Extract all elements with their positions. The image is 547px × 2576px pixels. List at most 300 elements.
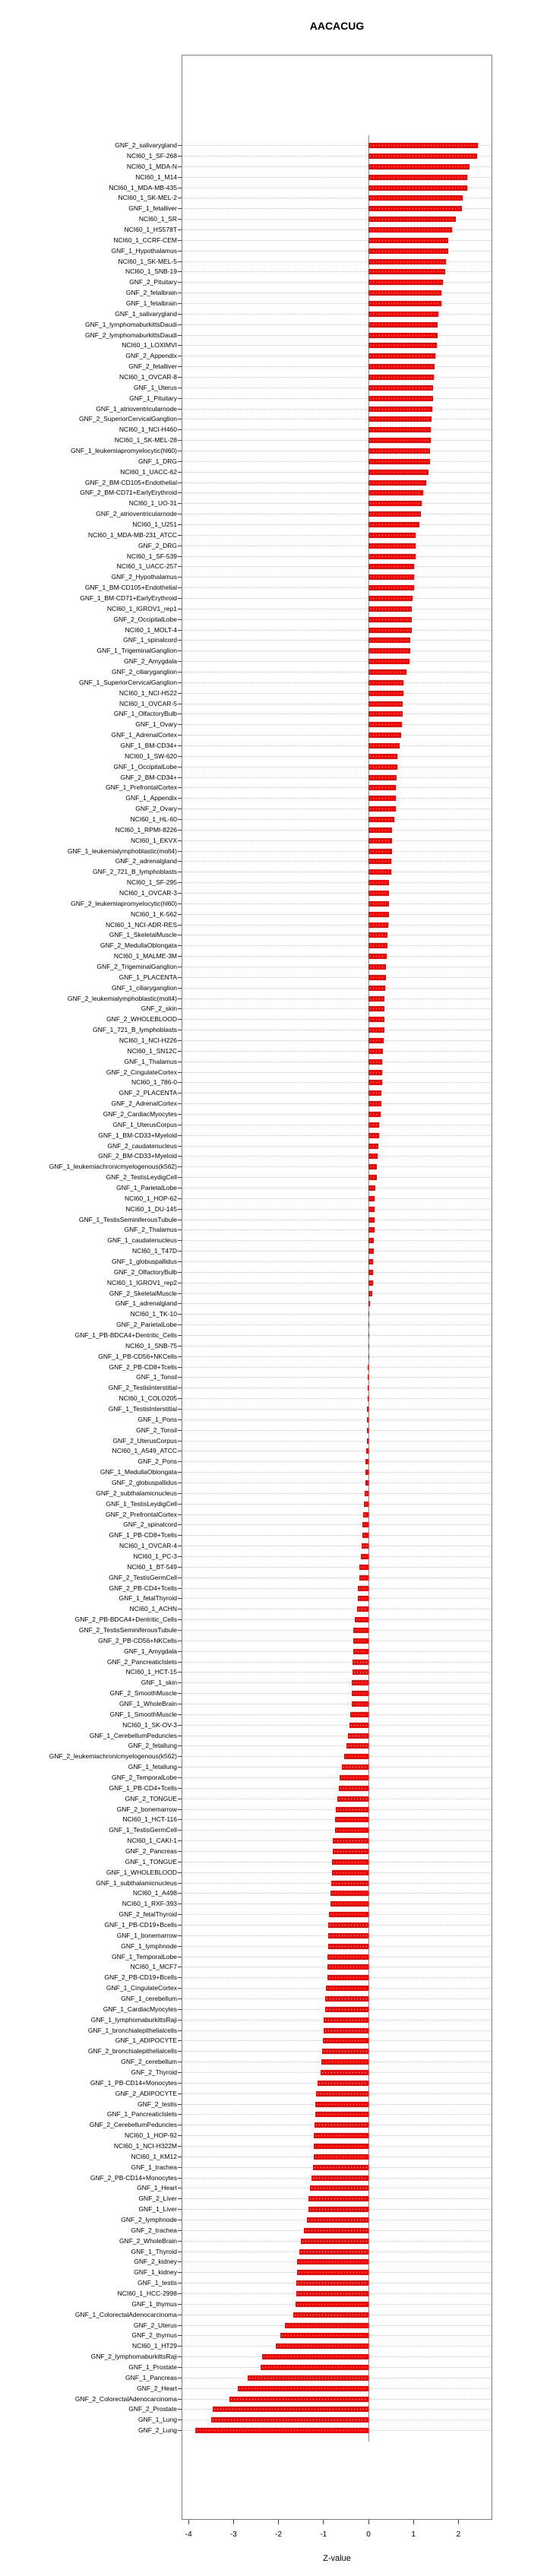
row-gridline xyxy=(182,1166,492,1167)
bar-texture-dots xyxy=(370,156,476,157)
y-axis-tick xyxy=(178,2325,182,2326)
row-label: NCI60_1_SNB-19 xyxy=(125,267,177,276)
row-label: NCI60_1_SW-620 xyxy=(125,752,177,760)
row-label: NCI60_1_UO-31 xyxy=(128,499,177,508)
bar xyxy=(318,2081,368,2086)
bar xyxy=(353,1660,368,1665)
row-label: GNF_1_SmoothMuscle xyxy=(109,1710,177,1718)
row-label: GNF_1_CardiacMyocytes xyxy=(103,2005,177,2013)
y-axis-tick xyxy=(178,1851,182,1852)
bar xyxy=(368,312,438,317)
bar-texture-dots xyxy=(354,1662,367,1663)
row-label: NCI60_1_KM12 xyxy=(131,2152,177,2160)
row-label: GNF_1_salivarygland xyxy=(115,309,177,318)
bar xyxy=(368,322,438,328)
bar-texture-dots xyxy=(370,1019,383,1020)
row-label: GNF_2_OccipitalLobe xyxy=(113,615,177,623)
bar xyxy=(314,2154,368,2160)
y-axis-tick xyxy=(178,1893,182,1894)
row-label: NCI60_1_NCI-H522 xyxy=(119,688,177,697)
bar-texture-dots xyxy=(313,2178,367,2179)
y-axis-tick xyxy=(178,830,182,831)
row-label: GNF_2_Appendix xyxy=(125,352,177,360)
row-gridline xyxy=(182,1672,492,1673)
bar xyxy=(368,628,412,633)
row-gridline xyxy=(182,819,492,820)
y-axis-tick xyxy=(178,2272,182,2273)
bar-texture-dots xyxy=(354,1672,367,1673)
y-axis-tick xyxy=(178,440,182,441)
y-axis-tick xyxy=(178,1335,182,1336)
y-axis-tick xyxy=(178,1377,182,1378)
bar xyxy=(368,954,387,959)
row-label: GNF_2_Liver xyxy=(138,2195,177,2203)
y-axis-tick xyxy=(178,2241,182,2242)
bar-texture-dots xyxy=(370,682,402,683)
bar xyxy=(362,1533,368,1538)
row-label: NCI60_1_NCI-H226 xyxy=(119,1036,177,1045)
row-label: GNF_2_DRG xyxy=(138,541,177,549)
row-label: GNF_1_TemporalLobe xyxy=(112,1952,177,1960)
row-label: GNF_1_spinalcord xyxy=(123,636,177,644)
bar xyxy=(368,943,387,948)
bar-texture-dots xyxy=(370,1114,379,1115)
bar-texture-dots xyxy=(333,1883,367,1884)
bar xyxy=(325,2007,368,2012)
row-label: GNF_1_CingulateCortex xyxy=(106,1984,177,1992)
row-label: NCI60_1_HOP-92 xyxy=(125,2131,177,2140)
row-label: GNF_1_TestisInterstitial xyxy=(108,1405,177,1413)
row-label: GNF_2_UterusCorpus xyxy=(112,1436,177,1445)
row-label: NCI60_1_SN12C xyxy=(127,1046,177,1055)
y-axis-tick xyxy=(178,1935,182,1936)
bar-texture-dots xyxy=(370,630,410,631)
y-axis-tick xyxy=(178,324,182,325)
bar-texture-dots xyxy=(370,314,437,315)
x-axis-tick xyxy=(413,2520,414,2524)
bar-texture-dots xyxy=(370,535,414,536)
row-label: GNF_1_Thyroid xyxy=(131,2247,177,2255)
bar xyxy=(368,1049,383,1054)
bar-texture-dots xyxy=(213,2419,367,2420)
bar xyxy=(307,2217,368,2223)
y-axis-tick xyxy=(178,503,182,504)
y-axis-tick xyxy=(178,2409,182,2410)
row-gridline xyxy=(182,650,492,651)
row-label: GNF_2_BM-CD33+Myeloid xyxy=(98,1152,177,1160)
bar-texture-dots xyxy=(299,2272,367,2273)
row-label: GNF_1_Thalamus xyxy=(124,1057,177,1065)
bar-texture-dots xyxy=(355,1651,367,1652)
bar xyxy=(238,2386,368,2391)
bar-texture-dots xyxy=(353,1682,367,1683)
bar xyxy=(368,617,412,622)
bar xyxy=(368,1248,374,1254)
bar-texture-dots xyxy=(370,956,385,957)
row-gridline xyxy=(182,472,492,473)
bar-texture-dots xyxy=(315,2146,367,2147)
row-label: GNF_1_TestisSeminiferousTubule xyxy=(78,1215,177,1223)
bar-texture-dots xyxy=(322,2072,367,2073)
bar xyxy=(358,1596,368,1601)
row-label: NCI60_1_A549_ATCC xyxy=(112,1447,177,1455)
row-gridline xyxy=(182,314,492,315)
bar xyxy=(353,1638,368,1644)
y-axis-tick xyxy=(178,240,182,241)
bar-texture-dots xyxy=(364,1535,367,1536)
bar xyxy=(333,1849,368,1854)
row-label: GNF_1_Uterus xyxy=(133,383,177,391)
bar-texture-dots xyxy=(370,366,433,367)
row-gridline xyxy=(182,282,492,283)
row-label: GNF_2_leukemiapromyelocytic(hl60) xyxy=(71,899,177,907)
row-gridline xyxy=(182,861,492,862)
bar-texture-dots xyxy=(361,1567,367,1568)
row-gridline xyxy=(182,640,492,641)
row-label: GNF_1_kidney xyxy=(134,2268,177,2277)
bar-texture-dots xyxy=(370,1293,371,1294)
y-axis-tick xyxy=(178,1725,182,1726)
bar xyxy=(368,554,416,559)
row-label: GNF_2_BM-CD71+EarlyErythroid xyxy=(80,489,177,497)
y-axis-tick xyxy=(178,1598,182,1599)
bar xyxy=(262,2354,368,2359)
row-gridline xyxy=(182,303,492,304)
row-gridline xyxy=(182,1630,492,1631)
y-axis-tick xyxy=(178,724,182,725)
row-label: GNF_1_TestisGermCell xyxy=(109,1826,177,1834)
row-gridline xyxy=(182,1346,492,1347)
row-gridline xyxy=(182,492,492,493)
bar xyxy=(353,1628,368,1633)
bar-texture-dots xyxy=(370,461,428,462)
bar-texture-dots xyxy=(318,2093,367,2094)
row-label: GNF_1_leukemialymphoblastic(molt4) xyxy=(67,847,177,855)
bar xyxy=(326,1986,368,1991)
y-axis-tick xyxy=(178,998,182,999)
bar xyxy=(213,2407,368,2412)
row-label: NCI60_1_IGROV1_rep2 xyxy=(106,1278,177,1286)
bar-texture-dots xyxy=(370,1229,373,1230)
bar xyxy=(368,1238,374,1243)
row-gridline xyxy=(182,830,492,831)
bar xyxy=(285,2323,368,2328)
bar-texture-dots xyxy=(286,2325,367,2326)
row-label: NCI60_1_OVCAR-8 xyxy=(119,373,177,381)
bar-texture-dots xyxy=(327,1988,367,1989)
row-label: GNF_1_BM-CD34+ xyxy=(120,742,177,750)
row-label: GNF_1_bonemarrow xyxy=(116,1931,177,1939)
row-label: GNF_2_SuperiorCervicalGanglion xyxy=(79,415,177,423)
bar-texture-dots xyxy=(317,2104,367,2105)
y-axis-tick xyxy=(178,756,182,757)
bar xyxy=(368,301,441,306)
row-label: GNF_1_ADIPOCYTE xyxy=(115,2036,177,2045)
row-gridline xyxy=(182,1461,492,1462)
row-gridline xyxy=(182,524,492,525)
y-axis-tick xyxy=(178,893,182,894)
row-gridline xyxy=(182,745,492,746)
bar-texture-dots xyxy=(370,1103,380,1104)
y-axis-tick xyxy=(178,335,182,336)
bar xyxy=(296,2291,368,2296)
row-gridline xyxy=(182,1251,492,1252)
row-label: NCI60_1_TK-10 xyxy=(130,1310,177,1318)
row-label: GNF_1_trachea xyxy=(131,2163,177,2171)
y-axis-tick xyxy=(178,2072,182,2073)
bar-texture-dots xyxy=(324,2040,367,2041)
row-gridline xyxy=(182,1146,492,1147)
y-axis-tick xyxy=(178,409,182,410)
bar xyxy=(368,891,389,896)
row-gridline xyxy=(182,577,492,578)
y-axis-tick xyxy=(178,2198,182,2199)
bar-texture-dots xyxy=(329,1977,367,1978)
row-label: GNF_2_SkeletalMuscle xyxy=(109,1289,177,1297)
bar-texture-dots xyxy=(262,2367,367,2368)
bar xyxy=(368,490,423,495)
bar-texture-dots xyxy=(370,145,476,146)
y-axis-tick xyxy=(178,840,182,841)
bar xyxy=(332,1870,368,1875)
bar xyxy=(368,932,387,938)
bar xyxy=(357,1606,368,1612)
y-axis-tick xyxy=(178,1514,182,1515)
y-axis-tick xyxy=(178,1209,182,1210)
bar xyxy=(363,1512,368,1517)
bar-texture-dots xyxy=(370,1072,381,1073)
row-label: GNF_2_Heart xyxy=(137,2384,177,2392)
bar xyxy=(367,1438,368,1444)
y-axis-tick xyxy=(178,1977,182,1978)
row-label: NCI60_1_MDA-MB-231_ATCC xyxy=(88,530,177,539)
row-gridline xyxy=(182,1040,492,1041)
row-label: GNF_1_PB-CD14+Monocytes xyxy=(90,2078,177,2087)
row-label: GNF_1_Tonsil xyxy=(136,1373,177,1381)
row-gridline xyxy=(182,1240,492,1241)
row-label: NCI60_1_EKVX xyxy=(131,836,177,844)
row-label: NCI60_1_U251 xyxy=(132,521,177,529)
bar xyxy=(361,1554,368,1559)
row-gridline xyxy=(182,1303,492,1304)
row-label: GNF_2_TrigeminalGanglion xyxy=(96,963,177,971)
y-axis-tick xyxy=(178,1872,182,1873)
bar xyxy=(337,1796,368,1802)
y-axis-tick xyxy=(178,2040,182,2041)
bar xyxy=(368,1122,379,1128)
bar xyxy=(368,828,392,833)
row-label: GNF_2_trachea xyxy=(131,2226,177,2234)
row-label: NCI60_1_NCI-ADR-RES xyxy=(106,920,177,929)
bar xyxy=(344,1754,368,1759)
row-label: GNF_2_bronchialepithelialcells xyxy=(87,2047,177,2055)
row-label: GNF_2_Prostate xyxy=(128,2405,177,2413)
y-axis-tick xyxy=(178,345,182,346)
bar xyxy=(368,1154,378,1159)
bar-texture-dots xyxy=(370,893,387,894)
bar xyxy=(313,2165,368,2170)
row-gridline xyxy=(182,1756,492,1757)
row-label: GNF_2_BM-CD34+ xyxy=(120,773,177,781)
row-gridline xyxy=(182,271,492,272)
y-axis-tick xyxy=(178,1588,182,1589)
bar xyxy=(314,2144,368,2149)
y-axis-tick xyxy=(178,208,182,209)
bar-texture-dots xyxy=(370,271,444,272)
bar-texture-dots xyxy=(370,251,447,252)
y-axis-tick xyxy=(178,1788,182,1789)
row-label: GNF_1_BM-CD33+Myeloid xyxy=(98,1131,177,1139)
row-label: NCI60_1_SF-295 xyxy=(126,878,177,887)
bar xyxy=(365,1459,368,1464)
y-axis-tick xyxy=(178,2367,182,2368)
y-axis-tick xyxy=(178,630,182,631)
bar xyxy=(340,1775,368,1780)
row-label: GNF_2_ColorectalAdenocarcinoma xyxy=(74,2394,177,2403)
row-gridline xyxy=(182,1556,492,1557)
row-gridline xyxy=(182,1619,492,1620)
row-label: NCI60_1_NCI-H460 xyxy=(119,426,177,434)
y-axis-tick xyxy=(178,1745,182,1746)
row-label: GNF_2_PrefrontalCortex xyxy=(105,1510,177,1518)
bar xyxy=(368,1144,378,1149)
x-axis-tick xyxy=(188,2520,189,2524)
bar xyxy=(368,195,463,201)
row-label: GNF_1_leukemiapromyelocytic(hl60) xyxy=(71,447,177,455)
y-axis-tick xyxy=(178,1198,182,1199)
bar xyxy=(368,238,448,243)
y-axis-tick xyxy=(178,861,182,862)
bar xyxy=(368,185,467,191)
bar-texture-dots xyxy=(370,524,418,525)
bar xyxy=(368,764,397,770)
bar xyxy=(368,501,422,506)
row-label: GNF_1_SuperiorCervicalGanglion xyxy=(79,678,177,686)
bar-texture-dots xyxy=(370,598,411,599)
y-axis-tick xyxy=(178,1303,182,1304)
bar xyxy=(328,1933,368,1938)
row-label: GNF_2_CerebellumPeduncles xyxy=(89,2121,177,2129)
bar-texture-dots xyxy=(239,2388,367,2389)
row-label: GNF_2_subthalamicnucleus xyxy=(96,1489,177,1497)
row-label: NCI60_1_BT-549 xyxy=(127,1562,177,1571)
bar xyxy=(368,427,431,432)
bar xyxy=(368,912,389,917)
bar xyxy=(368,1196,375,1201)
bar-texture-dots xyxy=(370,429,429,430)
bar-texture-dots xyxy=(324,2051,367,2052)
bar xyxy=(368,638,410,643)
row-gridline xyxy=(182,1209,492,1210)
y-axis-tick xyxy=(178,2304,182,2305)
bar xyxy=(368,859,391,864)
bar xyxy=(368,480,426,486)
bar xyxy=(325,1996,368,2002)
y-axis-tick xyxy=(178,1409,182,1410)
bar-texture-dots xyxy=(370,840,390,841)
bar-texture-dots xyxy=(332,1893,367,1894)
y-axis-tick xyxy=(178,735,182,736)
row-label: GNF_2_fetallung xyxy=(128,1742,177,1750)
bar xyxy=(368,511,421,517)
bar xyxy=(368,1133,379,1138)
bar-texture-dots xyxy=(352,1714,367,1715)
row-label: GNF_2_721_B_lymphoblasts xyxy=(92,868,177,876)
y-axis-tick xyxy=(178,1019,182,1020)
bar xyxy=(368,596,413,601)
bar xyxy=(322,2049,368,2054)
bar xyxy=(321,2070,368,2075)
y-axis-tick xyxy=(178,798,182,799)
row-label: GNF_1_subthalamicnucleus xyxy=(96,1878,177,1887)
bar xyxy=(328,1944,368,1949)
row-label: GNF_1_WHOLEBLOOD xyxy=(106,1868,177,1876)
y-axis-tick xyxy=(178,693,182,694)
bar xyxy=(297,2259,368,2264)
bar-texture-dots xyxy=(330,1935,367,1936)
y-axis-tick xyxy=(178,2104,182,2105)
row-label: GNF_2_lymphomaburkittsDaudi xyxy=(85,331,177,339)
row-label: GNF_2_thymus xyxy=(131,2331,177,2340)
row-gridline xyxy=(182,1272,492,1273)
bar xyxy=(368,754,397,759)
row-gridline xyxy=(182,377,492,378)
row-label: NCI60_1_HCT-15 xyxy=(125,1668,177,1676)
bar-texture-dots xyxy=(365,1504,367,1505)
bar-texture-dots xyxy=(370,261,444,262)
bar-texture-dots xyxy=(359,1588,367,1589)
row-gridline xyxy=(182,461,492,462)
row-gridline xyxy=(182,1682,492,1683)
y-axis-tick xyxy=(178,577,182,578)
bar xyxy=(368,375,434,380)
bar-texture-dots xyxy=(370,1040,382,1041)
bar xyxy=(352,1680,368,1685)
row-gridline xyxy=(182,977,492,978)
row-gridline xyxy=(182,893,492,894)
y-axis-tick xyxy=(178,1819,182,1820)
y-axis-tick xyxy=(178,1166,182,1167)
row-label: GNF_1_PB-CD4+Tcells xyxy=(109,1783,177,1792)
bar-texture-dots xyxy=(370,377,432,378)
bar-texture-dots xyxy=(370,229,451,230)
row-gridline xyxy=(182,1261,492,1262)
bar xyxy=(299,2249,368,2255)
bar xyxy=(342,1764,368,1770)
bar-texture-dots xyxy=(364,1524,367,1525)
bar-texture-dots xyxy=(330,1946,367,1947)
bar-texture-dots xyxy=(370,587,413,588)
y-axis-tick xyxy=(178,1914,182,1915)
y-axis-tick xyxy=(178,2135,182,2136)
y-axis-tick xyxy=(178,787,182,788)
bar xyxy=(321,2059,368,2065)
row-label: NCI60_1_MCF7 xyxy=(130,1963,177,1971)
bar xyxy=(296,2302,368,2307)
bar xyxy=(327,1964,368,1970)
y-axis-tick xyxy=(178,819,182,820)
y-axis-tick xyxy=(178,2335,182,2336)
y-axis-tick xyxy=(178,556,182,557)
bar-texture-dots xyxy=(370,1261,372,1262)
bar xyxy=(368,1059,382,1065)
bar xyxy=(293,2312,368,2318)
y-axis-tick xyxy=(178,2346,182,2347)
row-gridline xyxy=(182,1072,492,1073)
bar-texture-dots xyxy=(370,1051,381,1052)
bar-texture-dots xyxy=(325,2030,367,2031)
row-label: GNF_2_fetalThyroid xyxy=(119,1910,177,1919)
